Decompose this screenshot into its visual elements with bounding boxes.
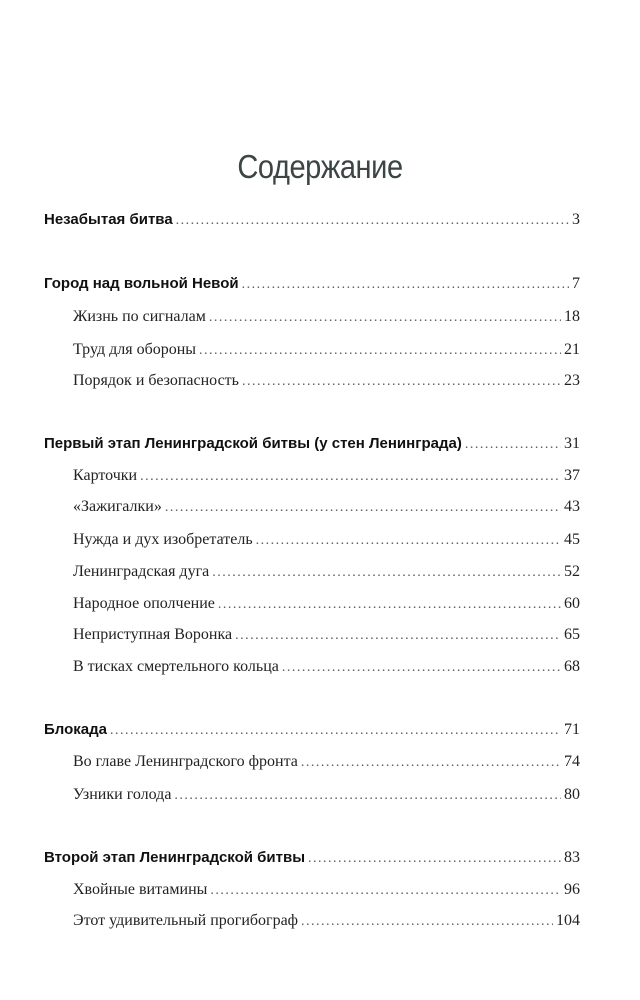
dot-leader <box>174 786 561 806</box>
toc-entry-title: Узники голода <box>73 786 172 803</box>
toc-entry-page: 3 <box>572 211 580 228</box>
dot-leader <box>301 753 561 773</box>
toc-entry[interactable] <box>44 210 580 231</box>
toc-entry[interactable] <box>73 880 580 901</box>
toc-entry-page: 23 <box>564 372 580 389</box>
toc-entry-page: 65 <box>564 626 580 643</box>
toc-entry-page: 31 <box>564 435 580 452</box>
toc-entry-title: Карточки <box>73 467 138 484</box>
toc-entry-title: Город над вольной Невой <box>44 275 239 292</box>
toc-entry-page: 83 <box>564 849 580 866</box>
dot-leader <box>176 211 569 231</box>
dot-leader <box>242 372 561 392</box>
toc-entry-page: 21 <box>564 341 580 358</box>
toc-entry[interactable] <box>73 657 580 678</box>
toc-entry-page: 18 <box>564 308 580 325</box>
toc-entry-title: Нужда и дух изобретатель <box>73 531 253 548</box>
toc-entry-title: Труд для обороны <box>73 341 197 358</box>
toc-entry-title: Первый этап Ленинградской битвы (у стен Ленинграда) <box>44 435 462 452</box>
toc-entry[interactable] <box>73 466 580 487</box>
dot-leader <box>110 721 561 741</box>
toc-entry[interactable] <box>44 720 580 741</box>
toc-entry-page: 80 <box>564 786 580 803</box>
dot-leader <box>308 849 561 869</box>
toc-entry[interactable] <box>73 371 580 392</box>
toc-entry-title: Хвойные витамины <box>73 881 208 898</box>
dot-leader <box>199 341 561 361</box>
toc-entry-title: Во главе Ленинградского фронта <box>73 753 298 770</box>
toc-entry-title: «Зажигалки» <box>73 498 162 515</box>
toc-entry-page: 74 <box>564 753 580 770</box>
toc-entry-title: Народное ополчение <box>73 595 215 612</box>
page-title: Содержание <box>237 148 403 185</box>
dot-leader <box>235 626 561 646</box>
toc-entry-page: 104 <box>556 912 580 929</box>
dot-leader <box>209 308 561 328</box>
toc-entry-page: 7 <box>572 275 580 292</box>
toc-entry[interactable] <box>73 530 580 551</box>
dot-leader <box>212 563 561 583</box>
toc-entry[interactable] <box>73 785 580 806</box>
toc-entry-title: В тисках смертельного кольца <box>73 658 279 675</box>
toc-entry-title: Незабытая битва <box>44 211 173 228</box>
toc-entry[interactable] <box>44 848 580 869</box>
dot-leader <box>465 435 561 455</box>
dot-leader <box>140 467 561 487</box>
toc-entry-page: 43 <box>564 498 580 515</box>
toc-entry-page: 52 <box>564 563 580 580</box>
toc-entry-page: 45 <box>564 531 580 548</box>
toc-entry-title: Блокада <box>44 721 107 738</box>
toc-entry-page: 96 <box>564 881 580 898</box>
toc-entry-title: Неприступная Воронка <box>73 626 233 643</box>
toc-entry[interactable] <box>73 625 580 646</box>
toc-entry[interactable] <box>73 911 580 932</box>
toc-entry[interactable] <box>44 274 580 295</box>
toc-entry[interactable] <box>44 434 580 455</box>
toc-entry-title: Второй этап Ленинградской битвы <box>44 849 306 866</box>
toc-entry-title: Порядок и безопасность <box>73 372 239 389</box>
toc-entry-title: Этот удивительный прогибограф <box>73 912 299 929</box>
toc-entry[interactable] <box>73 340 580 361</box>
toc-entry[interactable] <box>73 594 580 615</box>
toc-entry-page: 71 <box>564 721 580 738</box>
toc-entry[interactable] <box>73 562 580 583</box>
toc-entry[interactable] <box>73 307 580 328</box>
dot-leader <box>256 531 561 551</box>
toc-entry-title: Ленинградская дуга <box>73 563 210 580</box>
dot-leader <box>165 498 561 518</box>
toc-entry-title: Жизнь по сигналам <box>73 308 206 325</box>
dot-leader <box>210 881 561 901</box>
toc-entry-page: 37 <box>564 467 580 484</box>
toc-entry[interactable] <box>73 497 580 518</box>
toc-entry-page: 60 <box>564 595 580 612</box>
toc-entry[interactable] <box>73 752 580 773</box>
toc-entry-page: 68 <box>564 658 580 675</box>
dot-leader <box>242 275 569 295</box>
dot-leader <box>282 658 561 678</box>
dot-leader <box>218 595 561 615</box>
dot-leader <box>301 912 553 932</box>
